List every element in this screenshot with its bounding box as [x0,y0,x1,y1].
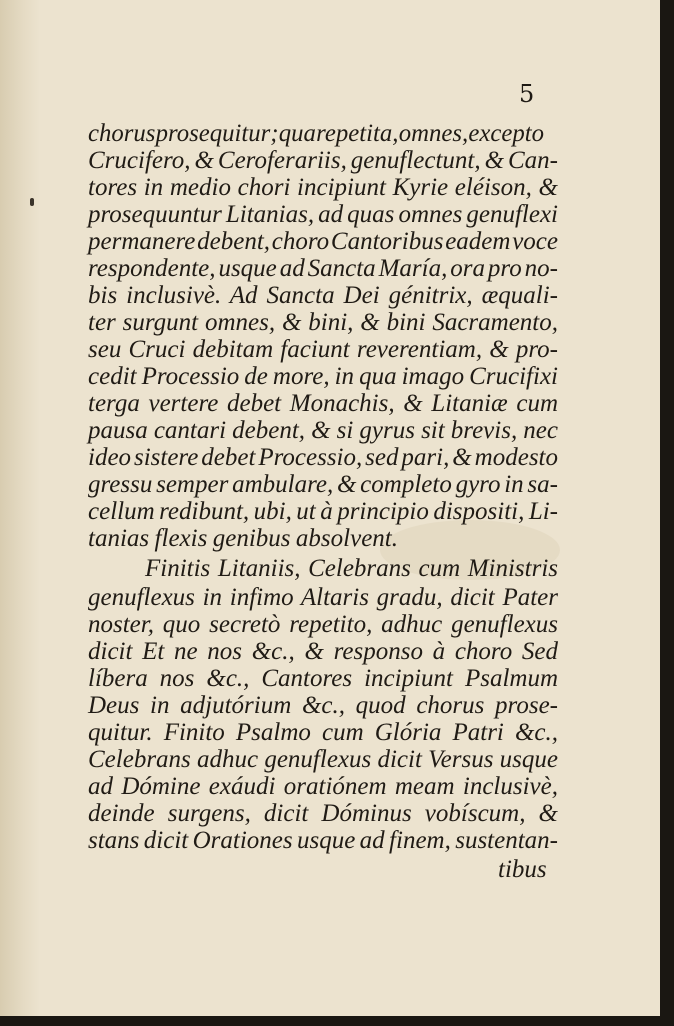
text-line: genuflexus in infimo Altaris gradu, dicit Pater [88,584,558,611]
text-line: líbera nos &c., Cantores incipiunt Psalmum [88,665,558,692]
ink-mark [30,198,34,206]
text-line: prosequuntur Litanias, ad quas omnes genuflexi [88,201,558,228]
text-line: tanias flexis genibus absolvent. [88,525,398,552]
text-line: deinde surgens, dicit Dóminus vobíscum, & [88,800,558,827]
text-line: cedit Processio de more, in qua imago Crucifixi [88,363,558,390]
text-line: ideo sistere debet Processio, sed pari, & modesto [88,444,558,471]
text-line: Celebrans adhuc genuflexus dicit Versus usque [88,746,558,773]
text-line: ter surgunt omnes, & bini, & bini Sacramento, [88,309,558,336]
text-line: cellum redibunt, ubi, ut à principio dispositi, Li- [88,498,558,525]
text-line: pausa cantari debent, & si gyrus sit brevis, nec [88,417,558,444]
text-line: quitur. Finito Psalmo cum Glória Patri &c., [88,719,558,746]
text-line: terga vertere debet Monachis, & Litaniæ cum [88,390,558,417]
text-line: tores in medio chori incipiunt Kyrie eléison, & [88,174,558,201]
text-line: permanere debent, choro Cantoribus eadem voce [88,228,558,255]
page-number: 5 [519,80,535,108]
book-gutter [0,0,40,1026]
scan-border-bottom [0,1016,674,1026]
text-line: respondente, usque ad Sancta María, ora pro no- [88,255,558,282]
text-line: ad Dómine exáudi oratiónem meam inclusivè, [88,773,558,800]
text-line: chorus prosequitur; qua repetita, omnes, excepto [88,120,544,147]
text-line: Finitis Litaniis, Celebrans cum Ministris [145,555,558,582]
text-line: Deus in adjutórium &c., quod chorus prose- [88,692,558,719]
text-line: bis inclusivè. Ad Sancta Dei génitrix, æquali- [88,282,558,309]
text-line: gressu semper ambulare, & completo gyro in sa- [88,471,558,498]
text-line: Crucifero, & Ceroferariis, genuflectunt, & Can- [88,147,558,174]
scan-border-right [660,0,674,1026]
text-line: seu Cruci debitam faciunt reverentiam, & pro- [88,336,558,363]
text-line: noster, quo secretò repetito, adhuc genuflexus [88,611,558,638]
text-line: dicit Et ne nos &c., & responso à choro Sed [88,638,558,665]
catchword: tibus [498,856,547,883]
text-line: stans dicit Orationes usque ad finem, sustentan- [88,827,558,854]
